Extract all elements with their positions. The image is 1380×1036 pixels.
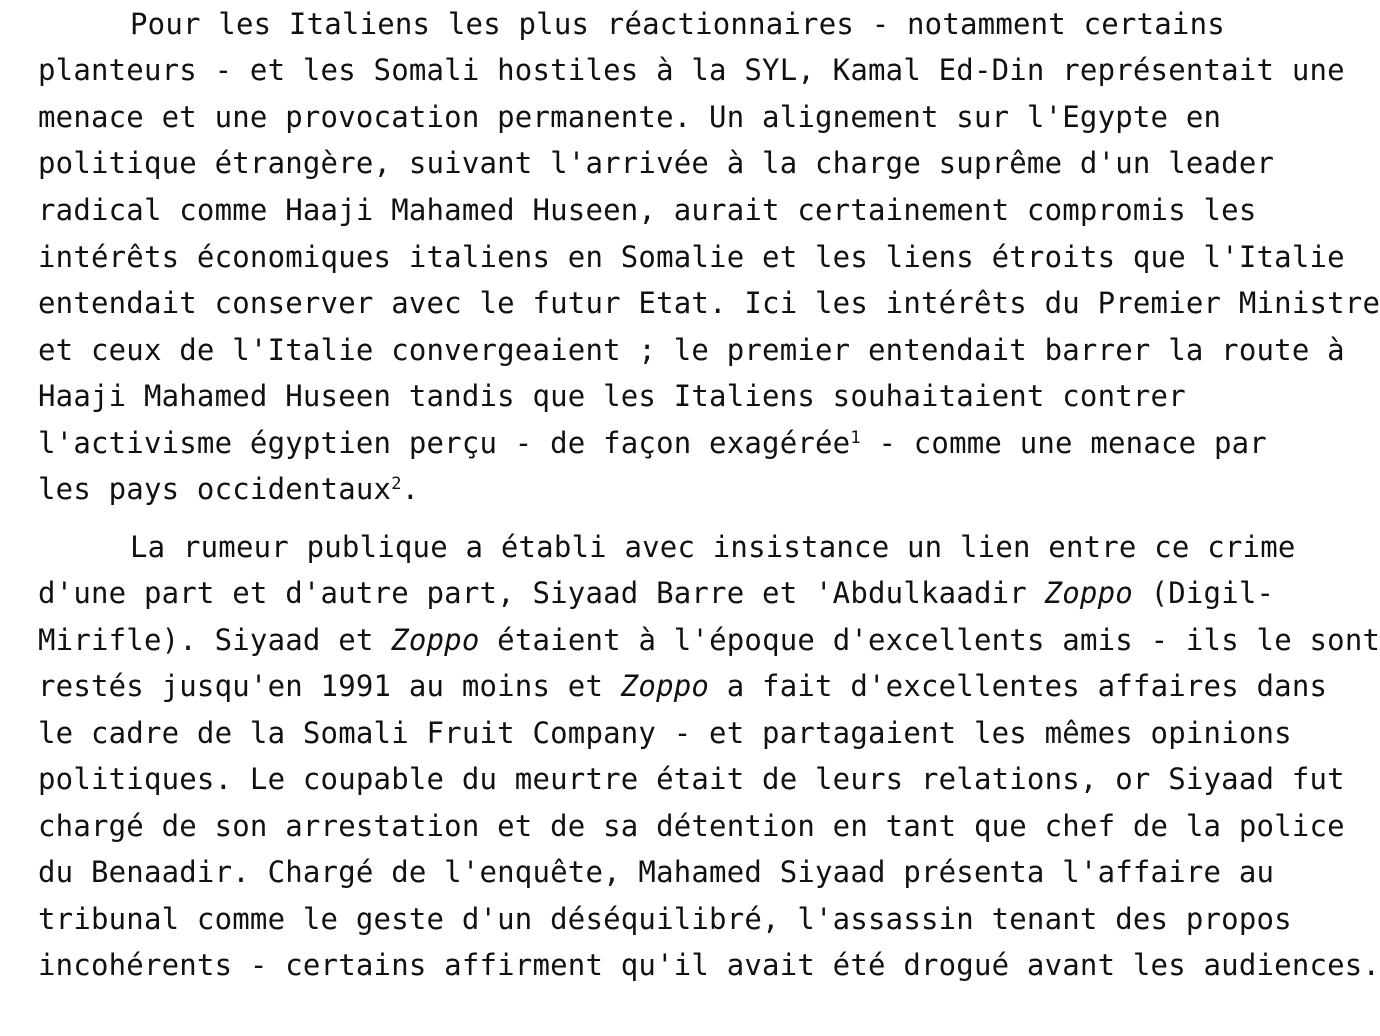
text-line bbox=[38, 419, 1267, 467]
text-line: menace et une provocation permanente. Un alignement sur l'Egypte en bbox=[38, 100, 1222, 134]
italic-name: Zoppo bbox=[1044, 576, 1133, 610]
text-line: planteurs - et les Somali hostiles à la SYL, Kamal Ed-Din représentait une bbox=[38, 53, 1345, 87]
text-line: politique étrangère, suivant l'arrivée à la charge suprême d'un leader bbox=[38, 146, 1275, 180]
text-line bbox=[38, 616, 1380, 664]
text-segment: étaient à l'époque d'excellents amis - ils le sont bbox=[479, 623, 1380, 657]
text-segment: Mirifle). Siyaad et bbox=[38, 623, 392, 657]
text-line: du Benaadir. Chargé de l'enquête, Mahamed Siyaad présenta l'affaire au bbox=[38, 855, 1275, 889]
text-segment: (Digil- bbox=[1132, 576, 1275, 610]
text-line: politiques. Le coupable du meurtre était de leurs relations, or Siyaad fut bbox=[38, 762, 1345, 796]
footnote-ref-1[interactable]: 1 bbox=[850, 428, 861, 448]
text-segment: l'activisme égyptien perçu - de façon exagérée bbox=[38, 426, 851, 460]
text-line: chargé de son arrestation et de sa détention en tant que chef de la police bbox=[38, 809, 1345, 843]
footnote-ref-2[interactable]: 2 bbox=[391, 474, 402, 494]
text-line: et ceux de l'Italie convergeaient ; le premier entendait barrer la route à bbox=[38, 333, 1345, 367]
text-segment: - comme une menace par bbox=[860, 426, 1267, 460]
italic-name: Zoppo bbox=[391, 623, 480, 657]
text-line: incohérents - certains affirment qu'il avait été drogué avant les audiences. bbox=[38, 948, 1380, 982]
text-line bbox=[38, 465, 1162, 513]
text-segment: restés jusqu'en 1991 au moins et bbox=[38, 669, 621, 703]
text-line: intérêts économiques italiens en Somalie et les liens étroits que l'Italie bbox=[38, 240, 1345, 274]
text-line: tribunal comme le geste d'un déséquilibré, l'assassin tenant des propos bbox=[38, 902, 1292, 936]
text-segment: a fait d'excellentes affaires dans bbox=[709, 669, 1328, 703]
text-segment: . bbox=[401, 472, 420, 506]
text-line bbox=[38, 662, 1328, 710]
text-line bbox=[38, 569, 1275, 617]
text-line: le cadre de la Somali Fruit Company - et partagaient les mêmes opinions bbox=[38, 716, 1292, 750]
text-line: La rumeur publique a établi avec insistance un lien entre ce crime bbox=[130, 530, 1296, 564]
text-line: radical comme Haaji Mahamed Huseen, aurait certainement compromis les bbox=[38, 193, 1257, 227]
text-line: Pour les Italiens les plus réactionnaires - notamment certains bbox=[130, 7, 1225, 41]
text-segment: d'une part et d'autre part, Siyaad Barre et 'Abdulkaadir bbox=[38, 576, 1045, 610]
document-page bbox=[38, 0, 1380, 1036]
italic-name: Zoppo bbox=[620, 669, 710, 703]
text-line: Haaji Mahamed Huseen tandis que les Italiens souhaitaient contrer bbox=[38, 379, 1186, 413]
text-segment: les pays occidentaux bbox=[38, 472, 392, 506]
text-line: entendait conserver avec le futur Etat. Ici les intérêts du Premier Ministre bbox=[38, 286, 1380, 320]
